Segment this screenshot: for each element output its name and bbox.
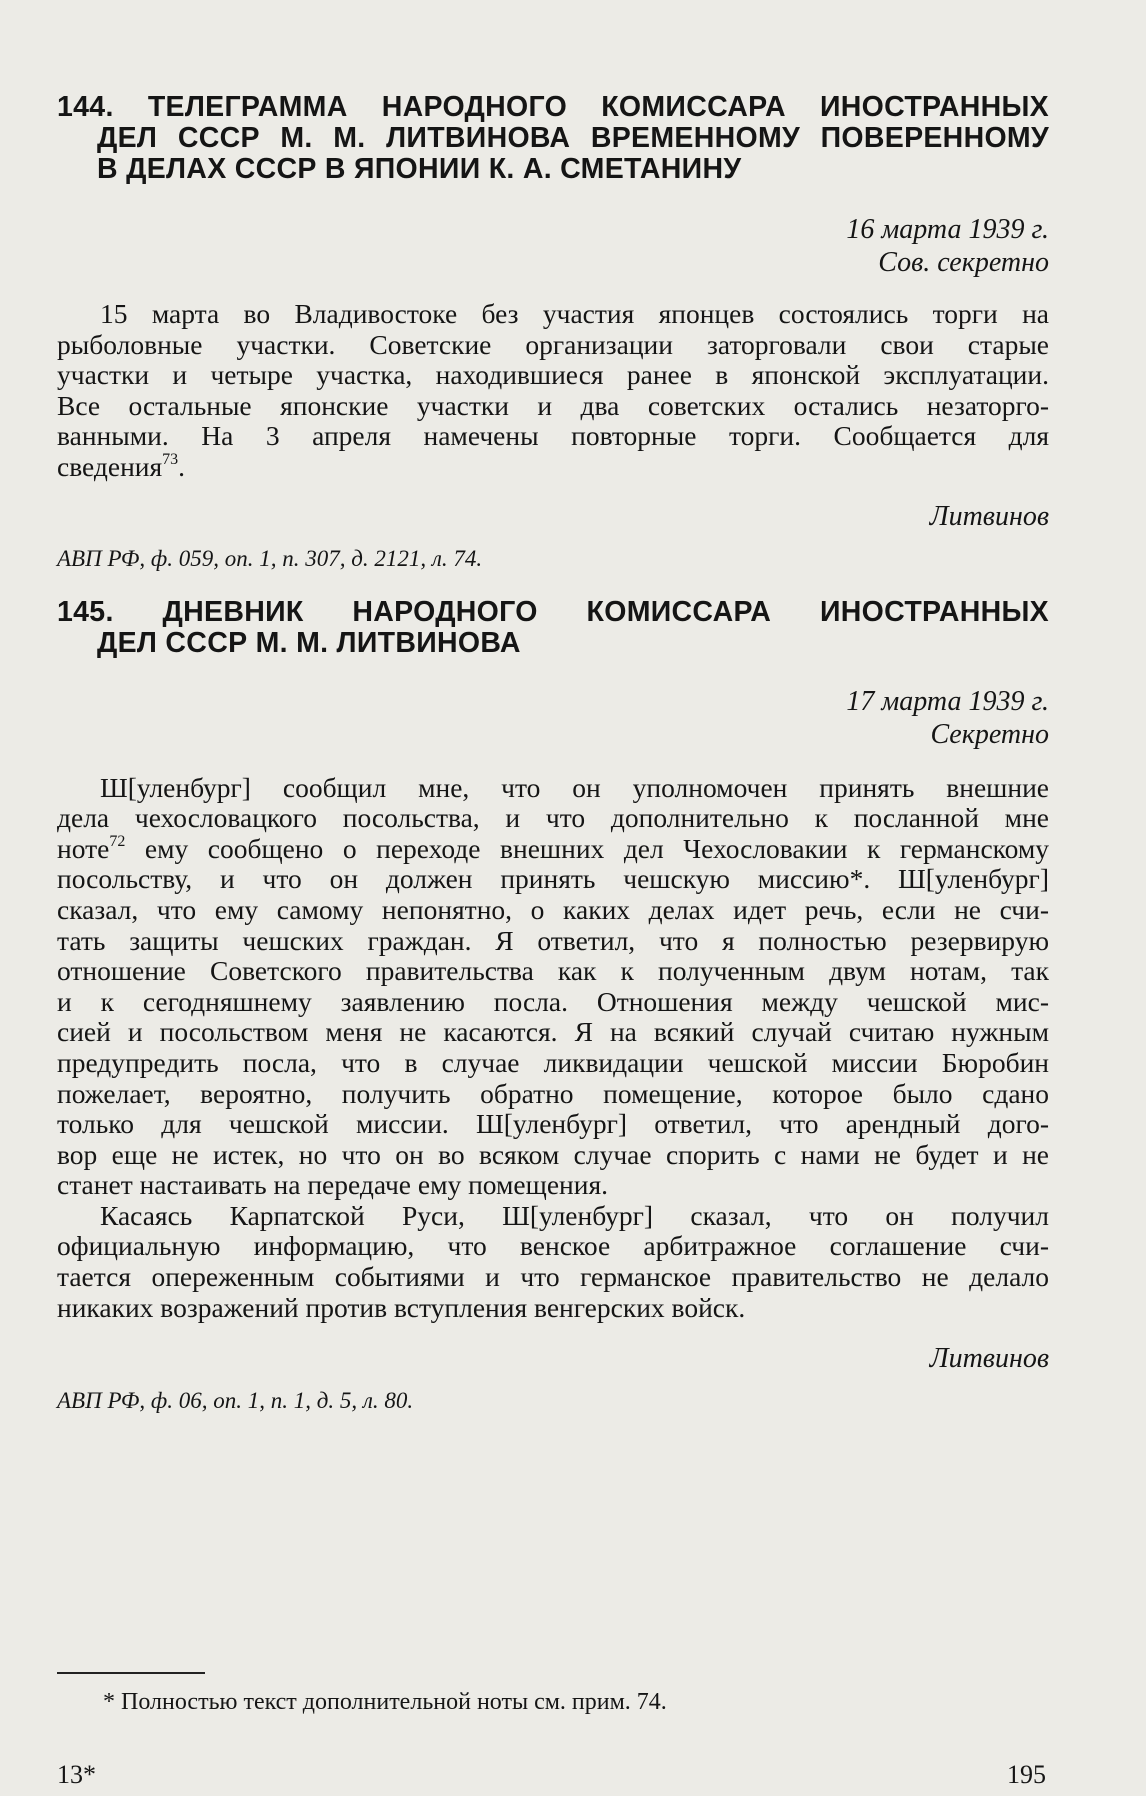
document-144-body [57,299,1049,483]
heading-line: В ДЕЛАХ СССР В ЯПОНИИ К. А. СМЕТАНИНУ [97,153,742,185]
body-line: сией и посольством меня не касаются. Я на всякий случай считаю нужным [57,1016,1049,1048]
body-line: тается опереженным событиями и что германское правительство не делало [57,1261,1049,1293]
heading-line: ДЕЛ СССР М. М. ЛИТВИНОВА [97,626,521,659]
body-line: Все остальные японские участки и два советских остались незаторго- [57,389,1049,421]
body-text: ему сообщено о переходе внешних дел Чехословакии к германскому [125,832,1049,864]
body-line: предупредить посла, что в случае ликвидации чешской миссии Бюробин [57,1046,1049,1078]
document-145-date-block [57,685,1049,751]
body-line: сказал, что ему самому непонятно, о каких делах идет речь, если не счи- [57,893,1049,925]
document-date: 17 марта 1939 г. [846,685,1049,717]
document-144-date-block [57,213,1049,279]
document-144 [57,92,1049,573]
body-line: дела чехословацкого посольства, и что дополнительно к посланной мне [57,802,1049,834]
page-number: 195 [1007,1760,1046,1789]
footnote-ref: 73 [162,450,179,468]
body-line: никаких возражений против вступления венгерских войск. [57,1291,746,1323]
body-line: рыболовные участки. Советские организации заторговали свои старые [57,328,1049,360]
document-145-paragraph-2 [57,1201,1049,1323]
body-line: вор еще не истек, но что он во всяком случае спорить с нами не будет и не [57,1138,1049,1170]
body-line: посольству, и что он должен принять чешскую миссию*. Ш[уленбург] [57,863,1049,895]
footnote-ref: 72 [109,832,126,850]
document-144-source: АВП РФ, ф. 059, оп. 1, п. 307, д. 2121, л. 74. [57,545,483,571]
body-line: отношение Советского правительства как к полученным двум нотам, так [57,955,1049,987]
body-line: 15 марта во Владивостоке без участия японцев состоялись торги на [100,298,1049,329]
body-text: сведения [57,450,163,482]
document-144-heading [57,92,1049,185]
body-line: пожелает, вероятно, получить обратно помещение, которое было сдано [57,1077,1049,1109]
body-line: Касаясь Карпатской Руси, Ш[уленбург] сказал, что он получил [100,1199,1049,1231]
document-145-heading [57,597,1049,659]
body-line: ванными. На 3 апреля намечены повторные торги. Сообщается для [57,420,1049,452]
body-line: участки и четыре участка, находившиеся ранее в японской эксплуатации. [57,359,1049,391]
body-line: и к сегодняшнему заявлению посла. Отношения между чешской мис- [57,985,1049,1017]
body-line [57,834,1049,865]
document-144-signature: Литвинов [929,500,1049,532]
signature-mark: 13* [57,1760,96,1789]
body-line: только для чешской миссии. Ш[уленбург] ответил, что арендный дого- [57,1108,1049,1140]
document-145-paragraph-1 [57,773,1049,1201]
footnote-rule [57,1672,205,1674]
body-line: Ш[уленбург] сообщил мне, что он уполномочен принять внешние [100,771,1049,803]
body-text: . [178,450,186,482]
classification-label: Сов. секретно [878,247,1049,278]
document-145-source: АВП РФ, ф. 06, оп. 1, п. 1, д. 5, л. 80. [57,1388,414,1414]
heading-line: 144. ТЕЛЕГРАММА НАРОДНОГО КОМИССАРА ИНОСТРАННЫХ [57,91,1049,123]
body-line: станет настаивать на передаче ему помещения. [57,1169,608,1201]
document-145-signature: Литвинов [929,1343,1049,1375]
heading-line: ДЕЛ СССР М. М. ЛИТВИНОВА ВРЕМЕННОМУ ПОВЕРЕННОМУ [97,122,1049,154]
footnote: * Полностью текст дополнительной ноты см. прим. 74. [103,1689,667,1715]
body-line: официальную информацию, что венское арбитражное соглашение счи- [57,1230,1049,1262]
heading-line: 145. ДНЕВНИК НАРОДНОГО КОМИССАРА ИНОСТРАННЫХ [57,595,1049,628]
document-date: 16 марта 1939 г. [846,214,1049,245]
body-line: тать защиты чешских граждан. Я ответил, что я полностью резервирую [57,924,1049,956]
classification-label: Секретно [930,718,1049,750]
body-line [57,452,1049,483]
document-145 [57,597,1049,1416]
body-text: ноте [57,832,110,864]
